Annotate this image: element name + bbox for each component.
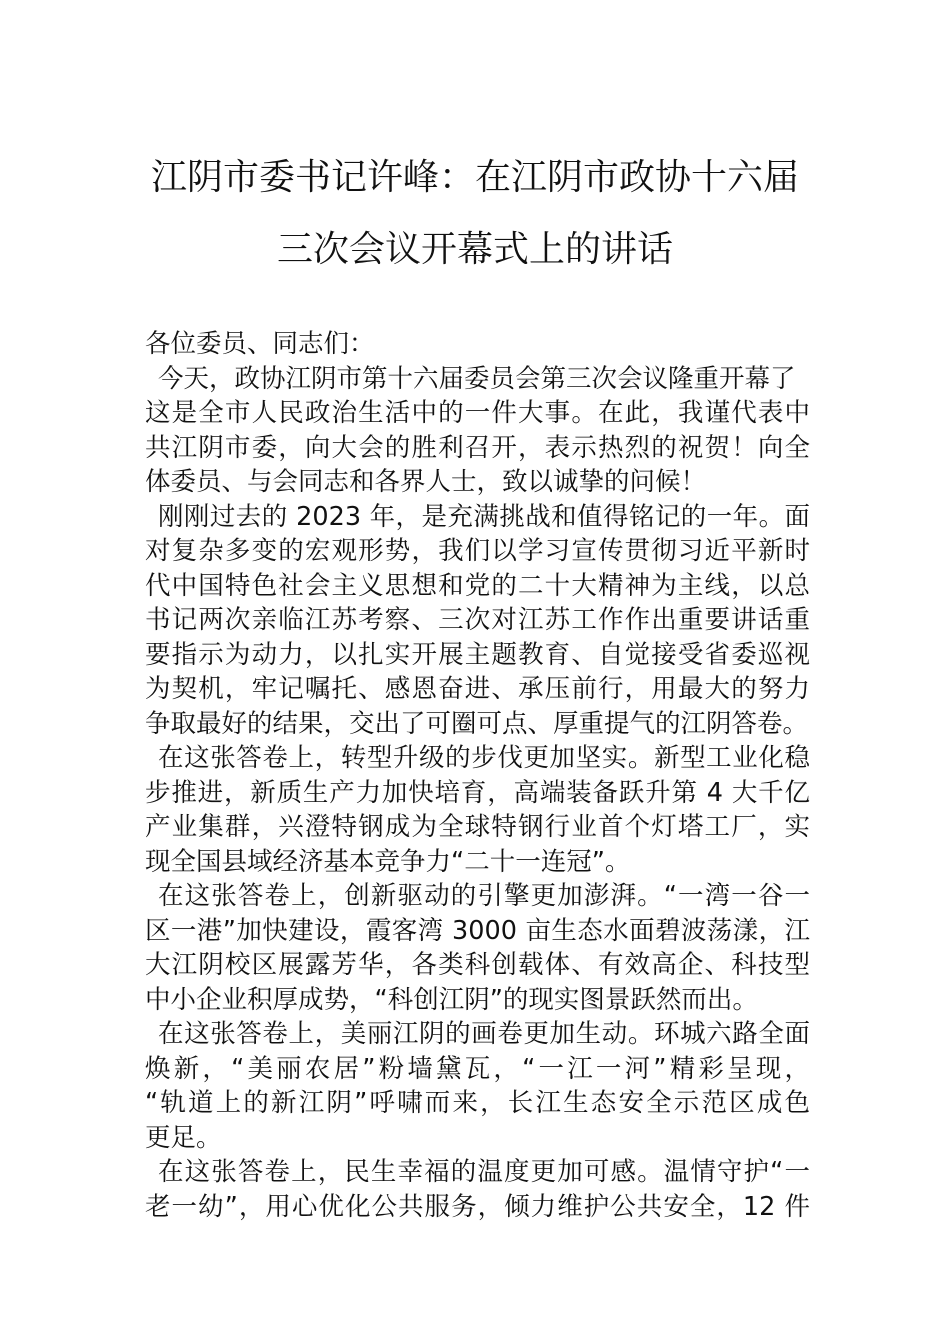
- document-body: [145, 327, 810, 1224]
- title-line-2: 三次会议开幕式上的讲话: [276, 229, 673, 270]
- paragraph-4-line: 中小企业积厚成势，“科创江阴”的现实图景跃然而出。: [145, 984, 758, 1015]
- paragraph-1-line: 体委员、与会同志和各界人士，致以诚挚的问候！: [145, 467, 707, 497]
- salutation: 各位委员、同志们：: [145, 329, 375, 359]
- paragraph-2-line: 争取最好的结果，交出了可圈可点、厚重提气的江阴答卷。: [145, 708, 809, 739]
- paragraph-6-line: 在这张答卷上，民生幸福的温度更加可感。温情守护“一: [158, 1157, 810, 1187]
- paragraph-6-line: 老一幼”，用心优化公共服务，倾力维护公共安全，12 件: [145, 1191, 810, 1222]
- document-title: [0, 157, 950, 304]
- paragraph-3-line: 现全国县域经济基本竞争力“二十一连冠”。: [145, 846, 631, 877]
- paragraph-1-line: 这是全市人民政治生活中的一件大事。在此，我谨代表中: [145, 398, 810, 428]
- paragraph-5-line: 在这张答卷上，美丽江阴的画卷更加生动。环城六路全面: [158, 1019, 810, 1049]
- paragraph-2-line: 刚刚过去的 2023 年，是充满挑战和值得铭记的一年。面: [158, 501, 810, 532]
- paragraph-1-line: 共江阴市委，向大会的胜利召开，表示热烈的祝贺！向全: [145, 432, 810, 463]
- paragraph-4-line: 大江阴校区展露芳华，各类科创载体、有效高企、科技型: [145, 950, 810, 980]
- paragraph-2-line: 对复杂多变的宏观形势，我们以学习宣传贯彻习近平新时: [145, 536, 810, 566]
- paragraph-5-line: 焕新，“美丽农居”粉墙黛瓦，“一江一河”精彩呈现，: [145, 1053, 810, 1084]
- title-line-1: 江阴市委书记许峰：在江阴市政协十六届: [150, 157, 799, 198]
- paragraph-5-line: 更足。: [145, 1122, 222, 1153]
- paragraph-4-line: 区一港”加快建设，霞客湾 3000 亩生态水面碧波荡漾，江: [145, 915, 810, 946]
- paragraph-4-line: 在这张答卷上，创新驱动的引擎更加澎湃。“一湾一谷一: [158, 881, 810, 911]
- paragraph-3-line: 步推进，新质生产力加快培育，高端装备跃升第 4 大千亿: [145, 777, 810, 808]
- paragraph-2-line: 书记两次亲临江苏考察、三次对江苏工作作出重要讲话重: [145, 605, 810, 635]
- paragraph-2-line: 要指示为动力，以扎实开展主题教育、自觉接受省委巡视: [145, 639, 810, 670]
- paragraph-3-line: 在这张答卷上，转型升级的步伐更加坚实。新型工业化稳: [158, 743, 810, 773]
- paragraph-2-line: 为契机，牢记嘱托、感恩奋进、承压前行，用最大的努力: [145, 674, 810, 704]
- paragraph-5-line: “轨道上的新江阴”呼啸而来，长江生态安全示范区成色: [145, 1088, 810, 1118]
- paragraph-2-line: 代中国特色社会主义思想和党的二十大精神为主线，以总: [145, 570, 810, 601]
- paragraph-3-line: 产业集群，兴澄特钢成为全球特钢行业首个灯塔工厂，实: [145, 812, 810, 842]
- paragraph-1-line: 今天，政协江阴市第十六届委员会第三次会议隆重开幕了: [158, 363, 796, 394]
